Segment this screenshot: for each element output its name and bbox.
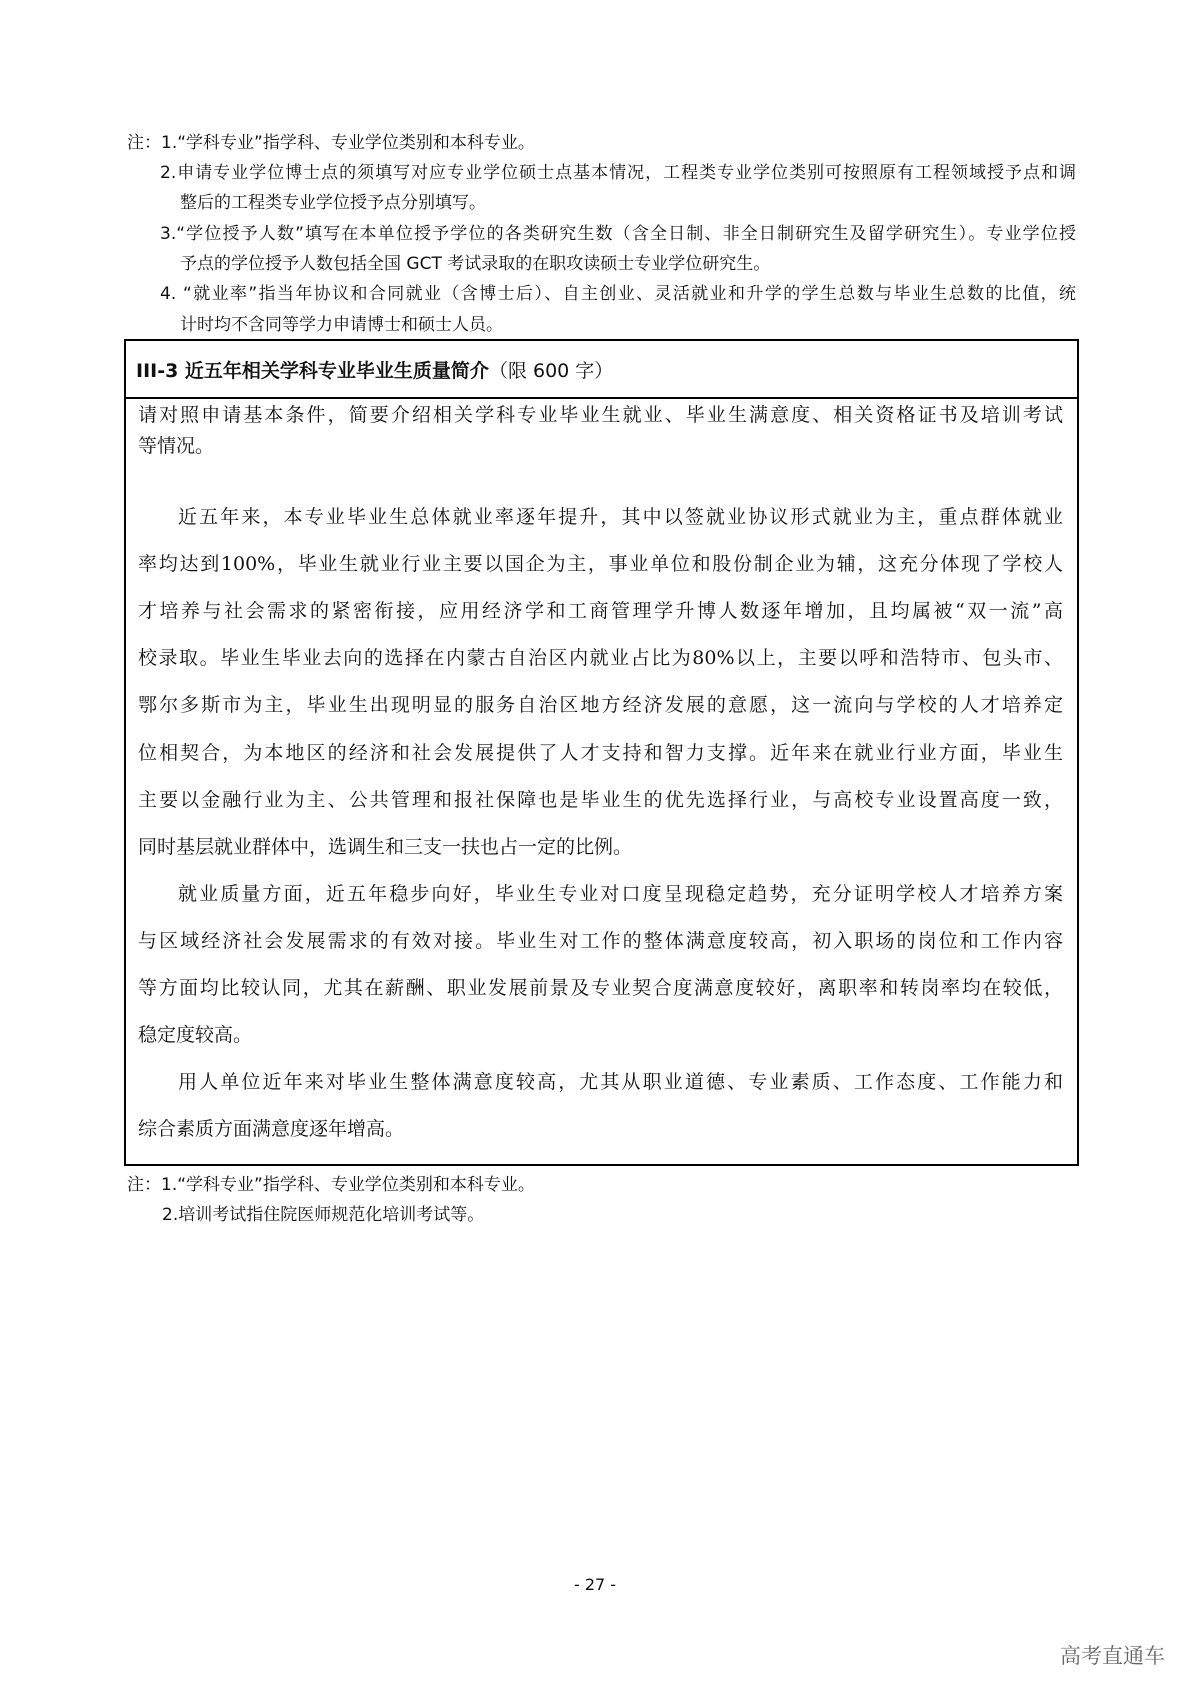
note-3-cont: 予点的学位授予人数包括全国 GCT 考试录取的在职攻读硕士专业学位研究生。 [180,254,771,274]
page-number: - 27 - [573,1575,617,1594]
instruction-line: 请对照申请基本条件，简要介绍相关学科专业毕业生就业、毕业生满意度、相关资格证书及培训考试 [138,404,1063,426]
body-line: 校录取。毕业生毕业去向的选择在内蒙古自治区内就业占比为80%以上，主要以呼和浩特市、包头市、 [138,647,1063,669]
body-line: 率均达到100%，毕业生就业行业主要以国企为主，事业单位和股份制企业为辅，这充分体现了学校人 [138,553,1063,575]
body-line: 主要以金融行业为主、公共管理和报社保障也是毕业生的优先选择行业，与高校专业设置高度一致， [138,789,1063,811]
watermark: 高考直通车 [1060,1644,1165,1668]
body-line: 近五年来，本专业毕业生总体就业率逐年提升，其中以签就业协议形式就业为主，重点群体就业 [178,506,1063,528]
body-line: 位相契合，为本地区的经济和社会发展提供了人才支持和智力支撑。近年来在就业行业方面，毕业生 [138,742,1063,764]
body-line: 综合素质方面满意度逐年增高。 [138,1118,405,1140]
instruction-line: 等情况。 [138,435,215,457]
bottom-note-1: 注：1.“学科专业”指学科、专业学位类别和本科专业。 [127,1175,535,1195]
body-line: 用人单位近年来对毕业生整体满意度较高，尤其从职业道德、专业素质、工作态度、工作能力和 [178,1071,1063,1093]
graduate-quality-section [124,339,1079,1166]
section-header [126,341,1077,399]
note-1: 注：1.“学科专业”指学科、专业学位类别和本科专业。 [127,133,535,153]
note-2: 2.申请专业学位博士点的须填写对应专业学位硕士点基本情况，工程类专业学位类别可按照原有工程领域授予点和调 [160,163,1076,183]
body-line: 等方面均比较认同，尤其在薪酬、职业发展前景及专业契合度满意度较好，离职率和转岗率均在较低， [138,977,1063,999]
body-line: 就业质量方面，近五年稳步向好，毕业生专业对口度呈现稳定趋势，充分证明学校人才培养方案 [178,883,1063,905]
section-limit: （限 600 字） [488,359,614,382]
body-line: 鄂尔多斯市为主，毕业生出现明显的服务自治区地方经济发展的意愿，这一流向与学校的人才培养定 [138,694,1063,716]
bottom-note-2: 2.培训考试指住院医师规范化培训考试等。 [162,1205,485,1225]
body-line: 与区域经济社会发展需求的有效对接。毕业生对工作的整体满意度较高，初入职场的岗位和工作内容 [138,930,1063,952]
body-line: 才培养与社会需求的紧密衔接，应用经济学和工商管理学升博人数逐年增加，且均属被“双一流”高 [138,600,1063,622]
body-line: 同时基层就业群体中，选调生和三支一扶也占一定的比例。 [138,836,633,858]
note-4-cont: 计时均不含同等学力申请博士和硕士人员。 [180,315,503,335]
note-2-cont: 整后的工程类专业学位授予点分别填写。 [180,193,486,213]
section-title: III-3 近五年相关学科专业毕业生质量简介 [136,359,489,382]
note-3: 3.“学位授予人数”填写在本单位授予学位的各类研究生数（含全日制、非全日制研究生及留学研究生）。专业学位授 [160,224,1076,244]
body-line: 稳定度较高。 [138,1024,253,1046]
note-4: 4. “就业率”指当年协议和合同就业（含博士后）、自主创业、灵活就业和升学的学生总数与毕业生总数的比值，统 [160,284,1076,304]
